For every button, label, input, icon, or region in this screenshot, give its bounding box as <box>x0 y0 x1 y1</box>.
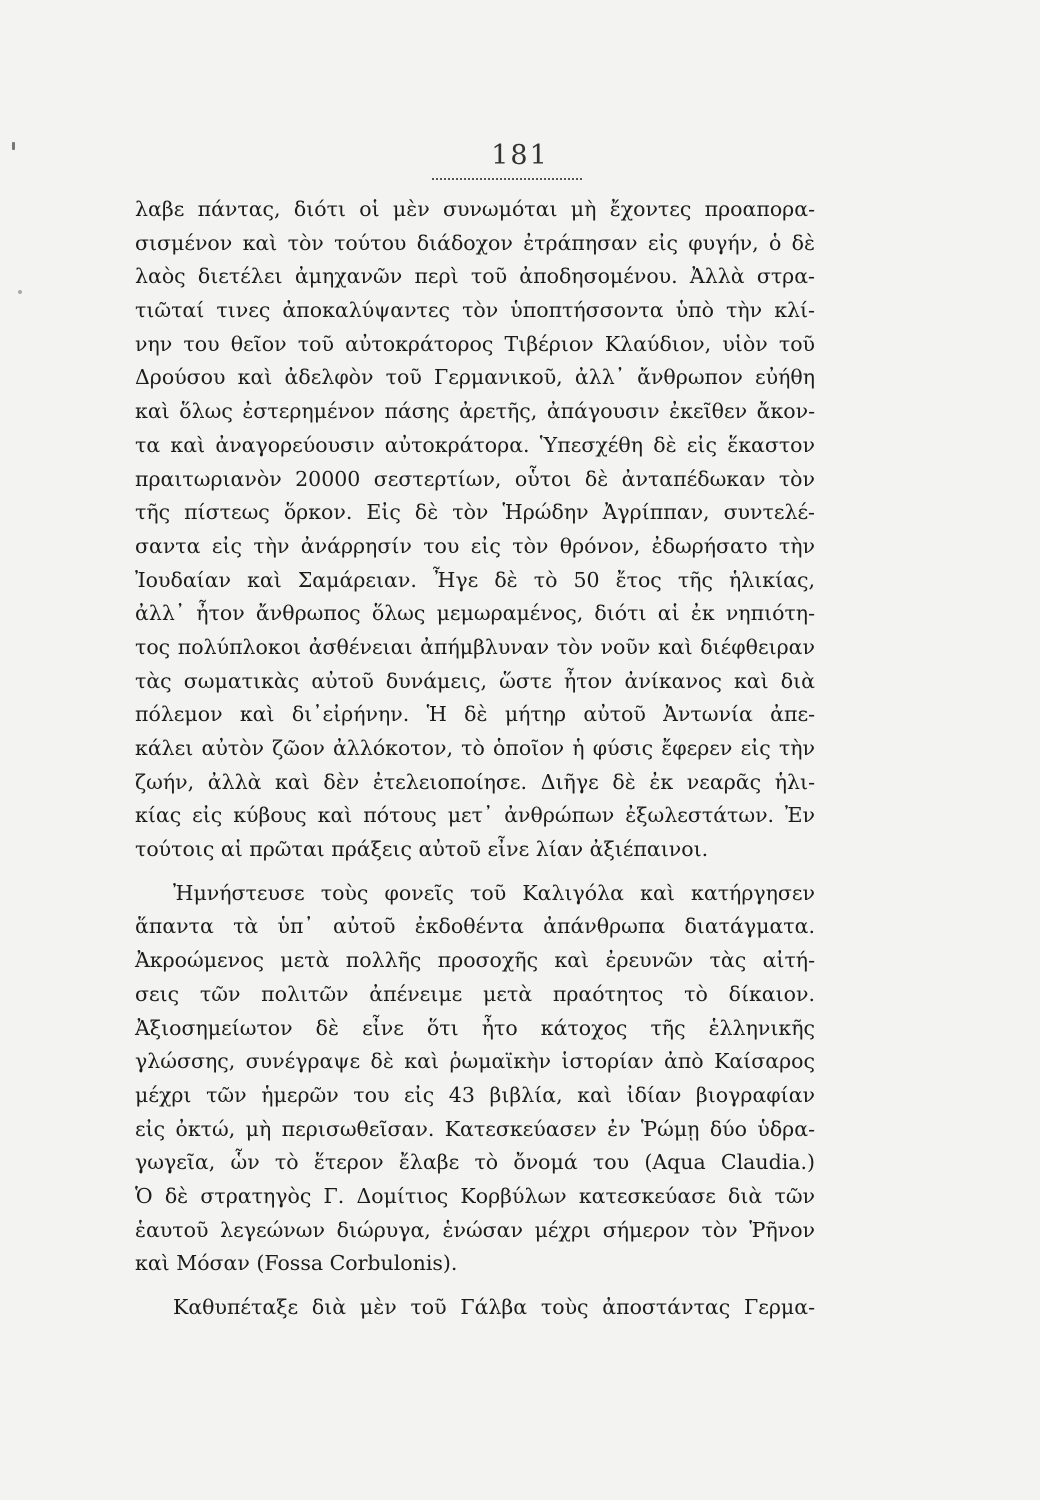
text-line: γλώσσης, συνέγραψε δὲ καὶ ῥωμαϊκὴν ἱστορίαν ἀπὸ Καίσαρος <box>135 1049 815 1074</box>
text-line: Καθυπέταξε διὰ μὲν τοῦ Γάλβα τοὺς ἀποστάντας Γερμα- <box>173 1295 815 1319</box>
text-line: λαβε πάντας, διότι οἱ μὲν συνωμόται μὴ ἔχοντες προαπορα- <box>135 197 815 221</box>
text-line: γωγεῖα, ὧν τὸ ἕτερον ἔλαβε τὸ ὄνομά του (Aqua Claudia.) <box>135 1150 815 1175</box>
text-line: εἰς ὀκτώ, μὴ περισωθεῖσαν. Κατεσκεύασεν ἐν Ῥώμῃ δύο ὑδρα- <box>135 1116 815 1141</box>
text-line: μέχρι τῶν ἡμερῶν του εἰς 43 βιβλία, καὶ ἰδίαν βιογραφίαν <box>135 1082 815 1107</box>
text-line: κάλει αὐτὸν ζῶον ἀλλόκοτον, τὸ ὁποῖον ἡ φύσις ἔφερεν εἰς τὴν <box>135 736 815 760</box>
text-line: ἑαυτοῦ λεγεώνων διώρυγα, ἑνώσαν μέχρι σήμερον τὸν Ῥῆνον <box>135 1217 815 1242</box>
text-line: νην του θεῖον τοῦ αὐτοκράτορος Τιβέριον Κλαύδιον, υἱὸν τοῦ <box>135 331 815 356</box>
text-line: σεις τῶν πολιτῶν ἀπένειμε μετὰ πραότητος τὸ δίκαιον. <box>135 981 815 1006</box>
scan-mark <box>18 290 22 294</box>
text-line: τα καὶ ἀναγορεύουσιν αὐτοκράτορα. Ὑπεσχέθη δὲ εἰς ἕκαστον <box>135 432 815 457</box>
text-line: λαὸς διετέλει ἀμηχανῶν περὶ τοῦ ἀποδησομένου. Ἀλλὰ στρα- <box>135 264 815 289</box>
text-line: ἀλλ᾽ ἦτον ἄνθρωπος ὅλως μεμωραμένος, διότι αἱ ἐκ νηπιότη- <box>135 601 815 626</box>
text-line: καὶ Μόσαν (Fossa Corbulonis). <box>135 1251 458 1276</box>
text-line: τος πολύπλοκοι ἀσθένειαι ἀπήμβλυναν τὸν νοῦν καὶ διέφθειραν <box>135 634 815 659</box>
page-number: 181 <box>491 140 549 171</box>
text-line: Ἰουδαίαν καὶ Σαμάρειαν. Ἦγε δὲ τὸ 50 ἔτος τῆς ἡλικίας, <box>135 567 815 592</box>
text-line: καὶ ὅλως ἐστερημένον πάσης ἀρετῆς, ἀπάγουσιν ἐκεῖθεν ἄκον- <box>135 399 815 424</box>
text-line: σισμένον καὶ τὸν τούτου διάδοχον ἐτράπησαν εἰς φυγήν, ὁ δὲ <box>135 230 815 255</box>
text-line: Ἀξιοσημείωτον δὲ εἶνε ὅτι ἦτο κάτοχος τῆς ἑλληνικῆς <box>135 1015 815 1040</box>
text-line: Ἠμνήστευσε τοὺς φονεῖς τοῦ Καλιγόλα καὶ κατήργησεν <box>173 880 815 905</box>
text-line: σαντα εἰς τὴν ἀνάρρησίν του εἰς τὸν θρόνον, ἐδωρήσατο τὴν <box>135 533 815 558</box>
text-line: πόλεμον καὶ δι᾽εἰρήνην. Ἡ δὲ μήτηρ αὐτοῦ Ἀντωνία ἀπε- <box>135 702 815 727</box>
text-line: Δρούσου καὶ ἀδελφὸν τοῦ Γερμανικοῦ, ἀλλ᾽ ἄνθρωπον εὐήθη <box>135 365 815 390</box>
text-line: Ἀκροώμενος μετὰ πολλῆς προσοχῆς καὶ ἐρευνῶν τὰς αἰτή- <box>135 948 815 973</box>
text-line: πραιτωριανὸν 20000 σεστερτίων, οὗτοι δὲ ἀνταπέδωκαν τὸν <box>135 466 815 491</box>
text-line: τὰς σωματικὰς αὐτοῦ δυνάμεις, ὥστε ἦτον ἀνίκανος καὶ διὰ <box>135 668 815 693</box>
text-line: κίας εἰς κύβους καὶ πότους μετ᾽ ἀνθρώπων ἐξωλεστάτων. Ἐν <box>135 803 815 828</box>
text-block <box>135 193 815 1325</box>
text-line: τῆς πίστεως ὅρκον. Εἰς δὲ τὸν Ἡρώδην Ἀγρίππαν, συντελέ- <box>135 500 815 525</box>
text-line: τιῶταί τινες ἀποκαλύψαντες τὸν ὑποπτήσσοντα ὑπὸ τὴν κλί- <box>135 298 815 323</box>
header-rule <box>432 178 582 180</box>
text-line: Ὁ δὲ στρατηγὸς Γ. Δομίτιος Κορβύλων κατεσκεύασε διὰ τῶν <box>135 1183 815 1208</box>
text-line: ζωήν, ἀλλὰ καὶ δὲν ἐτελειοποίησε. Διῆγε δὲ ἐκ νεαρᾶς ἡλι- <box>135 769 815 794</box>
scan-mark <box>12 142 15 150</box>
text-line: ἅπαντα τὰ ὑπ᾽ αὐτοῦ ἐκδοθέντα ἀπάνθρωπα διατάγματα. <box>135 914 815 939</box>
text-line: τούτοις αἱ πρῶται πράξεις αὐτοῦ εἶνε λίαν ἀξιέπαινοι. <box>135 837 709 862</box>
